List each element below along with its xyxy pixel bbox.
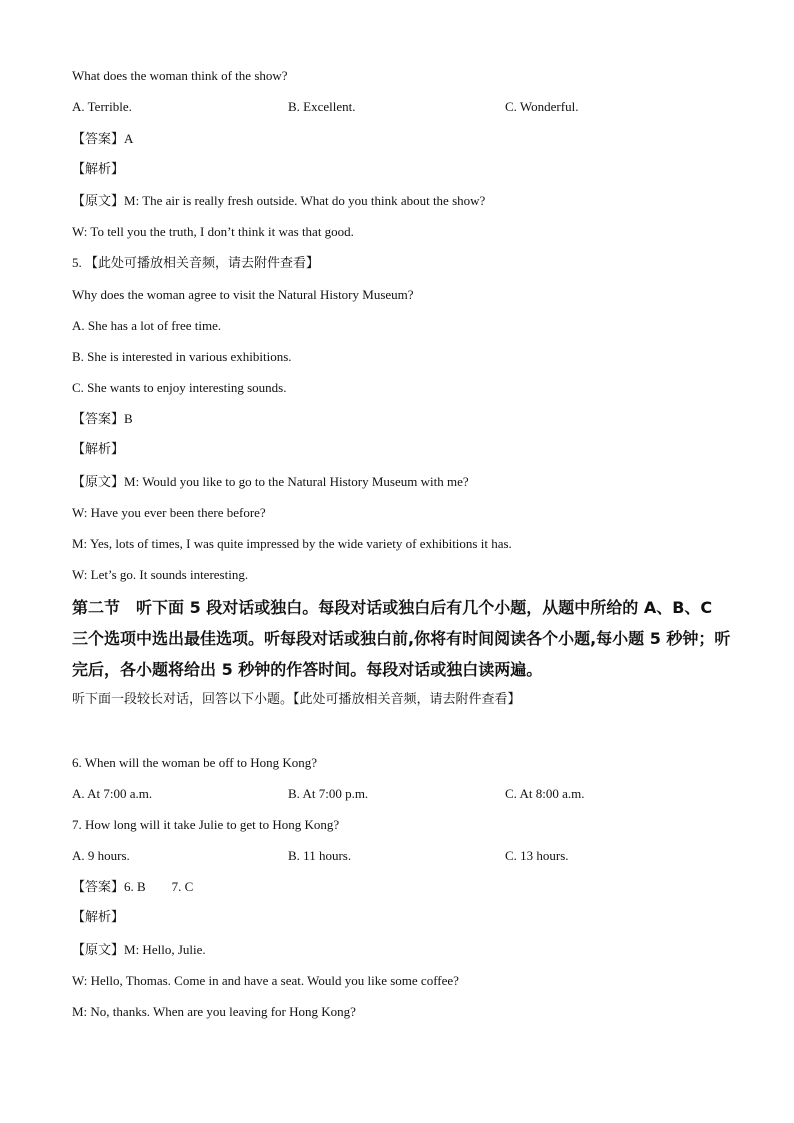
q5-transcript-w2: W: Let’s go. It sounds interesting.	[72, 567, 249, 582]
answer-tag: 【答案】	[72, 880, 125, 895]
q4-transcript-m-text: M: The air is really fresh outside. What do you think about the show?	[124, 193, 486, 208]
q4-answer: A	[124, 131, 134, 146]
q6-option-b: B. At 7:00 p.m.	[288, 786, 369, 801]
q5-question: Why does the woman agree to visit the Natural History Museum?	[72, 287, 414, 302]
q67-answer: 6. B 7. C	[124, 879, 194, 894]
q67-answer-line	[72, 878, 193, 897]
section-2-heading: 第二节 听下面 5 段对话或独白。每段对话或独白后有几个小题，从题中所给的 A、B、C 三个选项中选出最佳选项。听每段对话或独白前,你将有时间阅读各个小题,每小题 5 秒钟；听完后，各小题将给出 5 秒钟的作答时间。每段对话或独白读两遍。	[72, 598, 731, 679]
q4-option-c: C. Wonderful.	[505, 99, 579, 114]
section-2-instruction: 听下面一段较长对话，回答以下小题。【此处可播放相关音频，请去附件查看】	[72, 692, 521, 707]
q5-option-c: C. She wants to enjoy interesting sounds.	[72, 380, 287, 395]
q5-answer-line	[72, 410, 133, 429]
q5-transcript-m1	[72, 473, 469, 492]
q5-header	[72, 254, 319, 273]
q67-transcript-m1-text: M: Hello, Julie.	[124, 942, 206, 957]
original-tag: 【原文】	[72, 943, 125, 958]
q67-transcript-m2: M: No, thanks. When are you leaving for Hong Kong?	[72, 1004, 356, 1019]
q6-question: 6. When will the woman be off to Hong Kong?	[72, 755, 318, 770]
q7-question: 7. How long will it take Julie to get to Hong Kong?	[72, 817, 340, 832]
q4-question: What does the woman think of the show?	[72, 68, 288, 83]
q4-option-a: A. Terrible.	[72, 99, 132, 114]
q4-analysis-tag: 【解析】	[72, 162, 125, 177]
q4-transcript-m	[72, 192, 485, 211]
q5-transcript-m2: M: Yes, lots of times, I was quite impressed by the wide variety of exhibitions it has.	[72, 536, 512, 551]
q6-option-a: A. At 7:00 a.m.	[72, 786, 153, 801]
original-tag: 【原文】	[72, 475, 125, 490]
q6-option-c: C. At 8:00 a.m.	[505, 786, 585, 801]
q4-answer-line	[72, 130, 133, 149]
q5-transcript-m1-text: M: Would you like to go to the Natural History Museum with me?	[124, 474, 469, 489]
q5-option-a: A. She has a lot of free time.	[72, 318, 222, 333]
answer-tag: 【答案】	[72, 412, 125, 427]
q5-audio-tag: 【此处可播放相关音频，请去附件查看】	[85, 256, 320, 271]
q7-option-a: A. 9 hours.	[72, 848, 130, 863]
q4-transcript-w: W: To tell you the truth, I don’t think it was that good.	[72, 224, 354, 239]
q5-number: 5.	[72, 255, 82, 270]
original-tag: 【原文】	[72, 194, 125, 209]
q67-transcript-w1: W: Hello, Thomas. Come in and have a seat. Would you like some coffee?	[72, 973, 459, 988]
q7-option-c: C. 13 hours.	[505, 848, 569, 863]
q67-transcript-m1	[72, 941, 206, 960]
q5-option-b: B. She is interested in various exhibitions.	[72, 349, 292, 364]
q7-option-b: B. 11 hours.	[288, 848, 352, 863]
q4-option-b: B. Excellent.	[288, 99, 356, 114]
answer-tag: 【答案】	[72, 132, 125, 147]
q5-analysis-tag: 【解析】	[72, 442, 125, 457]
q67-analysis-tag: 【解析】	[72, 910, 125, 925]
q5-answer: B	[124, 411, 133, 426]
q5-transcript-w1: W: Have you ever been there before?	[72, 505, 266, 520]
